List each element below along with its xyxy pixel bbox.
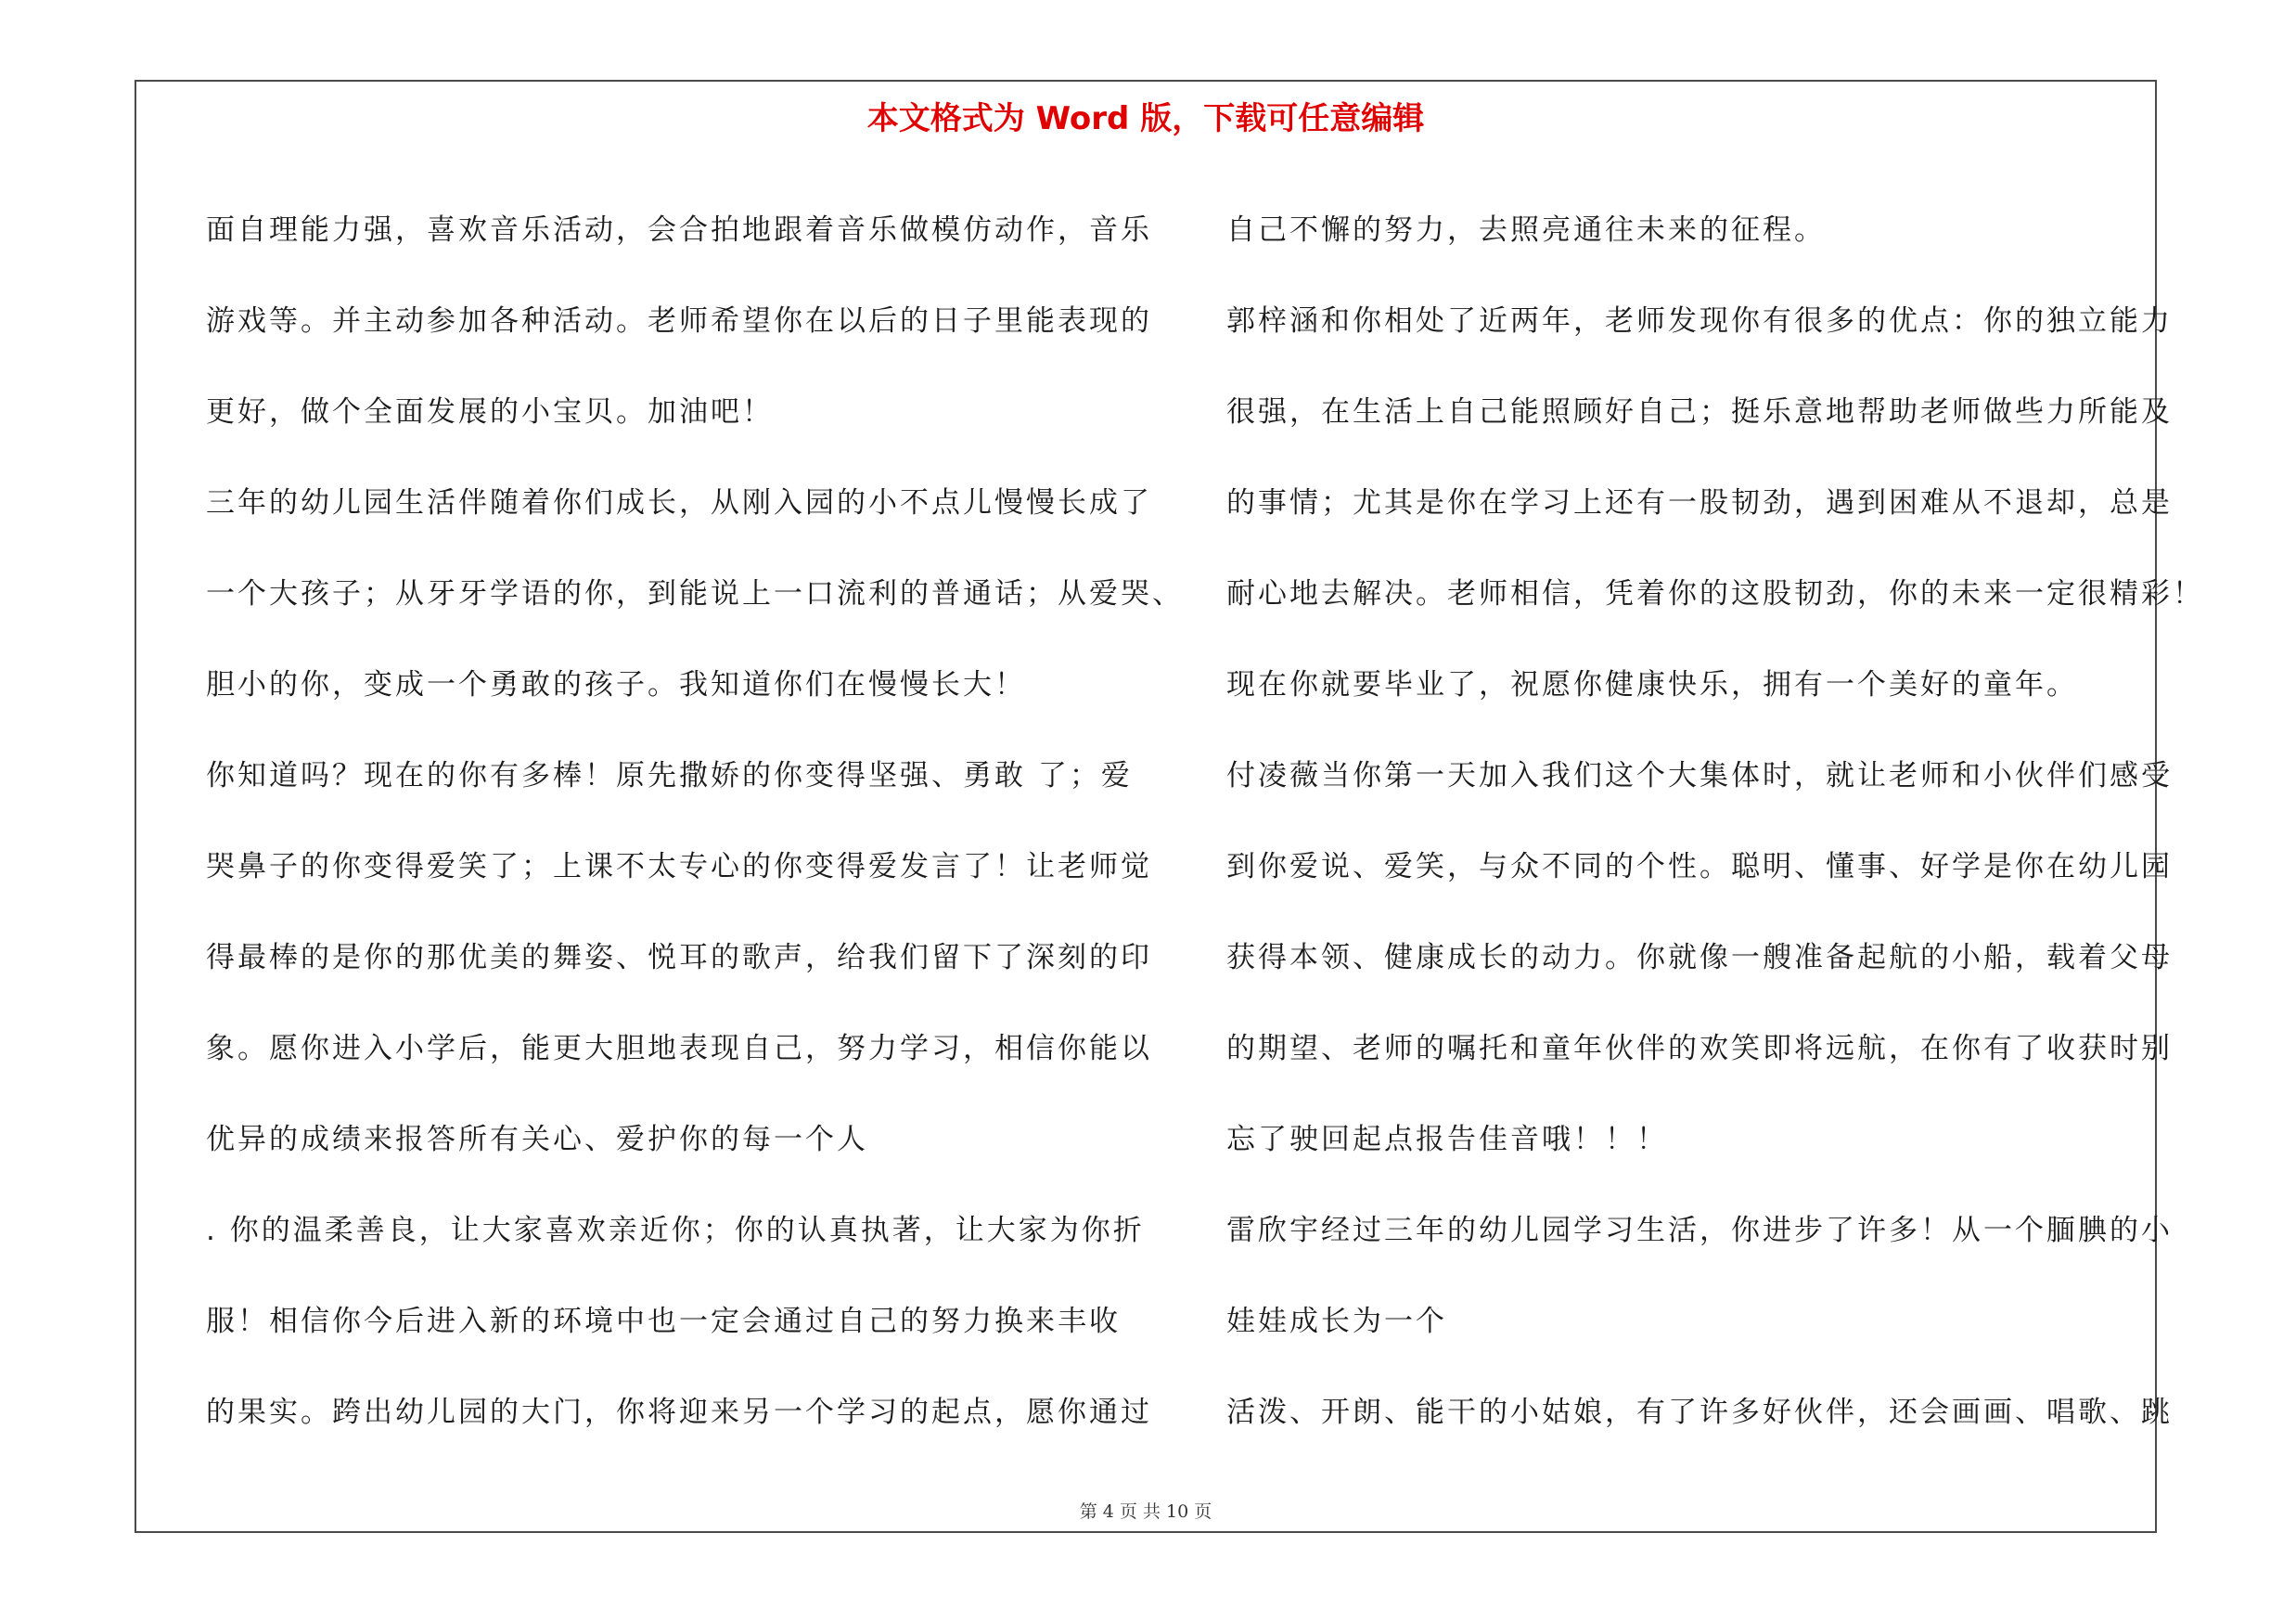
text-line: 你知道吗？现在的你有多棒！原先撒娇的你变得坚强、勇敢 了；爱 [206, 759, 1133, 792]
page-frame [135, 80, 2204, 1533]
text-line: 的事情；尤其是你在学习上还有一股韧劲，遇到困难从不退却，总是 [1226, 486, 2173, 520]
text-line: 耐心地去解决。老师相信，凭着你的这股韧劲，你的未来一定很精彩！ [1226, 577, 2204, 611]
text-line: 胆小的你，变成一个勇敢的孩子。我知道你们在慢慢长大！ [206, 668, 1026, 702]
text-line: 现在你就要毕业了，祝愿你健康快乐，拥有一个美好的童年。 [1226, 668, 2078, 702]
text-line: 象。愿你进入小学后，能更大胆地表现自己，努力学习，相信你能以 [206, 1032, 1152, 1065]
text-line: 三年的幼儿园生活伴随着你们成长，从刚入园的小不点儿慢慢长成了 [206, 486, 1152, 520]
text-line: 到你爱说、爱笑，与众不同的个性。聪明、懂事、好学是你在幼儿园 [1226, 850, 2173, 883]
text-line: 的期望、老师的嘱托和童年伙伴的欢笑即将远航，在你有了收获时别 [1226, 1032, 2173, 1065]
text-line: 更好，做个全面发展的小宝贝。加油吧！ [206, 395, 774, 429]
text-line: . 你的温柔善良，让大家喜欢亲近你；你的认真执著，让大家为你折 [206, 1214, 1145, 1247]
text-line: 面自理能力强，喜欢音乐活动，会合拍地跟着音乐做模仿动作，音乐 [206, 213, 1152, 247]
text-line: 忘了驶回起点报告佳音哦！！！ [1226, 1123, 1668, 1156]
text-line: 哭鼻子的你变得爱笑了；上课不太专心的你变得爱发言了！让老师觉 [206, 850, 1152, 883]
text-line: 活泼、开朗、能干的小姑娘，有了许多好伙伴，还会画画、唱歌、跳 [1226, 1396, 2173, 1429]
text-line: 游戏等。并主动参加各种活动。老师希望你在以后的日子里能表现的 [206, 304, 1152, 338]
text-line: 郭梓涵和你相处了近两年，老师发现你有很多的优点：你的独立能力 [1226, 304, 2173, 338]
text-line: 服！相信你今后进入新的环境中也一定会通过自己的努力换来丰收 [206, 1305, 1121, 1338]
text-line: 很强，在生活上自己能照顾好自己；挺乐意地帮助老师做些力所能及 [1226, 395, 2173, 429]
text-line: 一个大孩子；从牙牙学语的你，到能说上一口流利的普通话；从爱哭、 [206, 577, 1184, 611]
text-line: 自己不懈的努力，去照亮通往未来的征程。 [1226, 213, 1826, 247]
text-line: 娃娃成长为一个 [1226, 1305, 1447, 1338]
document-banner: 本文格式为 Word 版，下载可任意编辑 [866, 100, 1425, 137]
text-line: 的果实。跨出幼儿园的大门，你将迎来另一个学习的起点，愿你通过 [206, 1396, 1152, 1429]
page-number: 第 4 页 共 10 页 [1079, 1501, 1212, 1522]
text-line: 得最棒的是你的那优美的舞姿、悦耳的歌声，给我们留下了深刻的印 [206, 941, 1152, 974]
text-line: 优异的成绩来报答所有关心、爱护你的每一个人 [206, 1123, 868, 1156]
text-line: 获得本领、健康成长的动力。你就像一艘准备起航的小船，载着父母 [1226, 941, 2173, 974]
text-line: 雷欣宇经过三年的幼儿园学习生活，你进步了许多！从一个腼腆的小 [1226, 1214, 2173, 1247]
text-line: 付凌薇当你第一天加入我们这个大集体时，就让老师和小伙伴们感受 [1226, 759, 2173, 792]
